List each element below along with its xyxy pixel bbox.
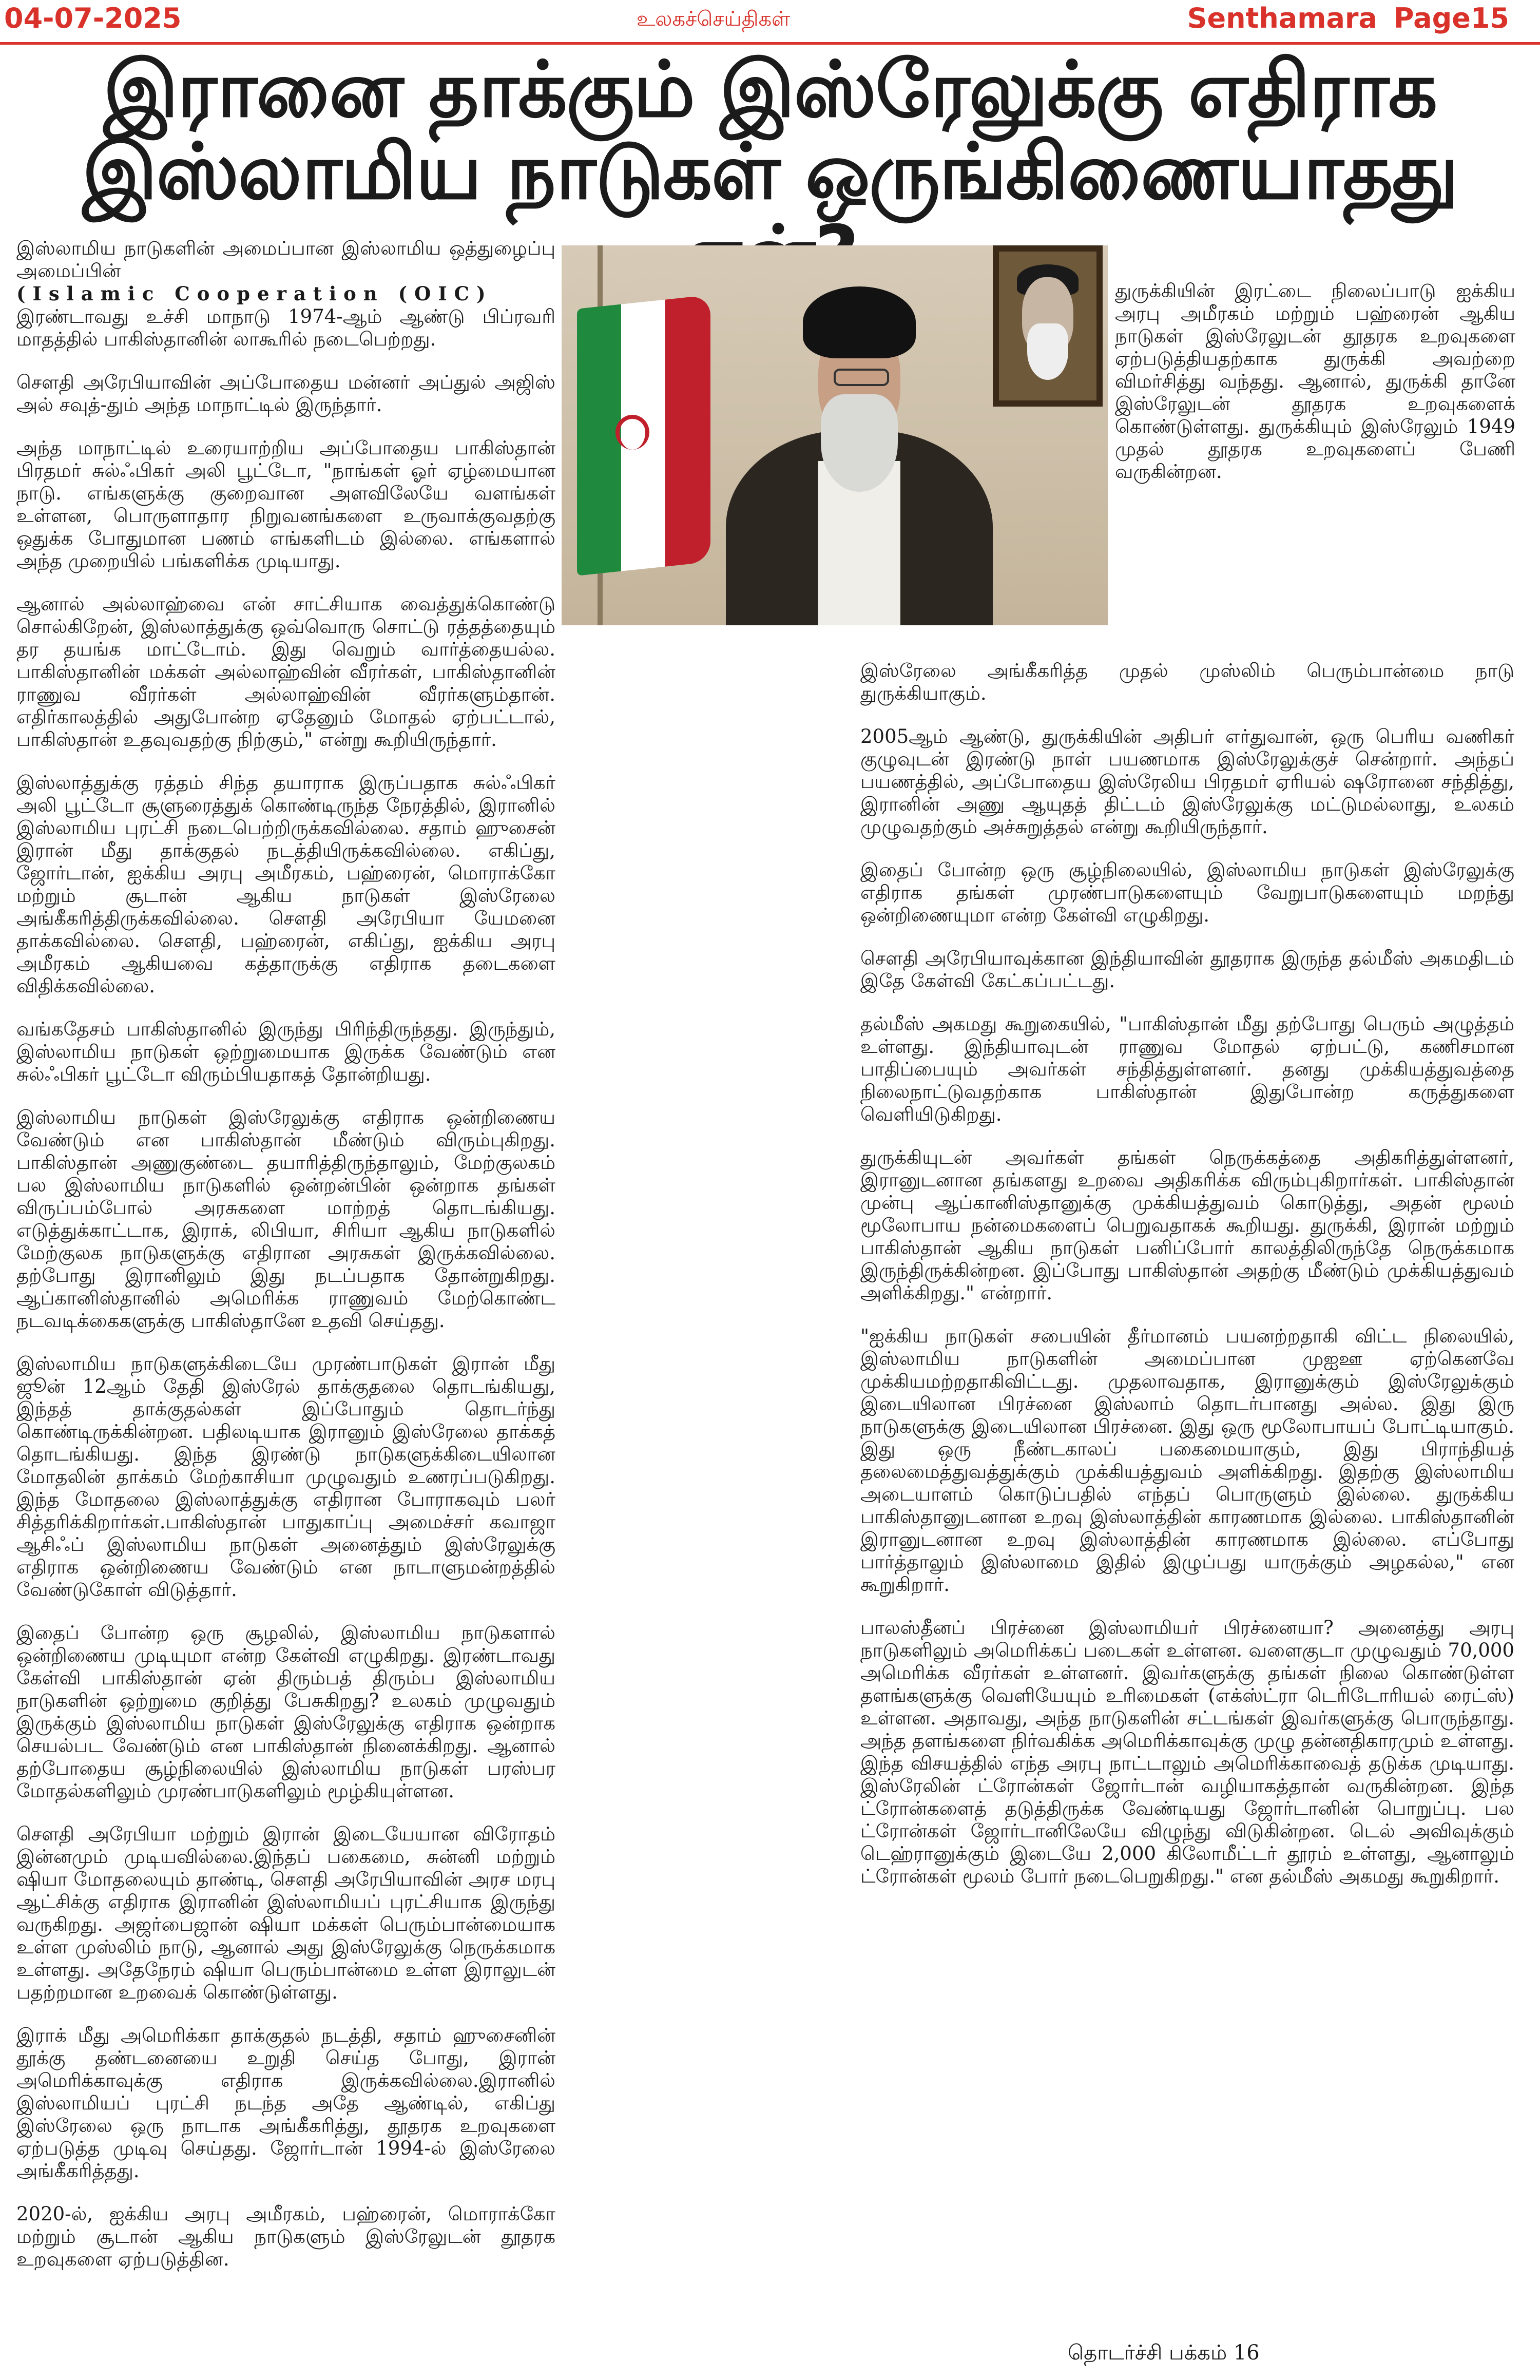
article-paragraph: இஸ்ரேலை அங்கீகரித்த முதல் முஸ்லிம் பெரும்பான்மை நாடு துருக்கியாகும். (860, 660, 1514, 704)
article-photo (562, 245, 1108, 625)
article-paragraph: துருக்கியுடன் அவர்கள் தங்கள் நெருக்கத்தை அதிகரித்துள்ளனர், இரானுடனான தங்களது உறவை அதிகரிக்க விரும்புகிறார்கள். பாகிஸ்தான் முன்பு ஆப்கானிஸ்தானுக்கு முக்கியத்துவம் கொடுத்து, அதன் மூலம் மூலோபாய நன்மைகளைப் பெறுவதாகக் கூறியது. துருக்கி, இரான் மற்றும் பாகிஸ்தான் ஆகிய நாடுகள் பனிப்போர் காலத்திலிருந்தே நெருக்கமாக இருந்திருக்கின்றன. இப்போது பாகிஸ்தான் அதற்கு மீண்டும் முக்கியத்துவம் அளிக்கிறது." என்றார். (860, 1146, 1514, 1304)
article-paragraph: இஸ்லாமிய நாடுகள் இஸ்ரேலுக்கு எதிராக ஒன்றிணைய வேண்டும் என பாகிஸ்தான் மீண்டும் விரும்புகிறது. பாகிஸ்தான் அணுகுண்டை தயாரித்திருந்தாலும், மேற்குலகம் பல இஸ்லாமிய நாடுகளில் ஒன்றன்பின் ஒன்றாக தங்கள் விருப்பம்போல் அரசுகளை மாற்றத் தொடங்கியது. எடுத்துக்காட்டாக, இராக், லிபியா, சிரியா ஆகிய நாடுகளில் மேற்குலக நாடுகளுக்கு எதிரான அரசுகள் இருக்கவில்லை. தற்போது இரானிலும் இது நடப்பதாக தோன்றுகிறது. ஆப்கானிஸ்தானில் அமெரிக்க ராணுவம் மேற்கொண்ட நடவடிக்கைகளுக்கு பாகிஸ்தானே உதவி செய்தது. (16, 1106, 555, 1332)
emblem-icon (615, 415, 649, 450)
oic-label: (Islamic Cooperation (OIC) (16, 282, 493, 305)
continued-note: தொடர்ச்சி பக்கம் 16 (1068, 2341, 1260, 2365)
article-paragraph: சௌதி அரேபியா மற்றும் இரான் இடையேயான விரோதம் இன்னமும் முடியவில்லை.இந்தப் பகைமை, சுன்னி மற்றும் ஷியா மோதலையும் தாண்டி, சௌதி அரேபியாவின் அரச மரபு ஆட்சிக்கு எதிராக இரானின் இஸ்லாமியப் புரட்சியாக இருந்து வருகிறது. அஜர்பைஜான் ஷியா மக்கள் பெரும்பான்மையாக உள்ள முஸ்லிம் நாடு, ஆனால் அது இஸ்ரேலுக்கு நெருக்கமாக உள்ளது. அதேநேரம் ஷியா பெரும்பான்மை உள்ள இராலுடன் பதற்றமான உறவைக் கொண்டுள்ளது. (16, 1823, 555, 2003)
article-paragraph: ஆனால் அல்லாஹ்வை என் சாட்சியாக வைத்துக்கொண்டு சொல்கிறேன், இஸ்லாத்துக்கு ஒவ்வொரு சொட்டு ரத்தத்தையும் தர தயங்க மாட்டோம். இது வெறும் வார்த்தையல்ல. பாகிஸ்தானின் மக்கள் அல்லாஹ்வின் வீரர்கள், பாகிஸ்தானின் ராணுவ வீரர்கள் அல்லாஹ்வின் வீரர்களும்தான். எதிர்காலத்தில் அதுபோன்ற ஏதேனும் மோதல் ஏற்பட்டால், பாகிஸ்தான் உதவுவதற்கு நிற்கும்," என்று கூறியிருந்தார். (16, 593, 555, 751)
masthead (0, 0, 1540, 41)
page-number: Page15 (1394, 2, 1509, 34)
article-column-right-top (1115, 280, 1515, 483)
glasses-icon (834, 369, 889, 386)
article-paragraph: இதைப் போன்ற ஒரு சூழ்நிலையில், இஸ்லாமிய நாடுகள் இஸ்ரேலுக்கு எதிராக தங்கள் முரண்பாடுகளையும் வேறுபாடுகளையும் மறந்து ஒன்றிணையுமா என்ற கேள்வி எழுகிறது. (860, 859, 1514, 926)
masthead-divider (0, 42, 1540, 45)
article-paragraph: பாலஸ்தீனப் பிரச்னை இஸ்லாமியர் பிரச்னையா? அனைத்து அரபு நாடுகளிலும் அமெரிக்கப் படைகள் உள்ளன. வளைகுடா முழுவதும் 70,000 அமெரிக்க வீரர்கள் உள்ளனர். இவர்களுக்கு தங்கள் நிலை கொண்டுள்ள தளங்களுக்கு வெளியேயும் உரிமைகள் (எக்ஸ்ட்ரா டெரிடோரியல் ரைட்ஸ்) உள்ளன. அதாவது, அந்த நாடுகளின் சட்டங்கள் இவர்களுக்கு பொருந்தாது. அந்த தளங்களை நிர்வகிக்க அமெரிக்காவுக்கு முழு தன்னதிகாரமும் உள்ளது. இந்த விசயத்தில் எந்த அரபு நாட்டாலும் அமெரிக்காவைத் தடுக்க முடியாது. இஸ்ரேலின் ட்ரோன்கள் ஜோர்டான் வழியாகத்தான் வருகின்றன. இந்த ட்ரோன்களைத் தடுத்திருக்க வேண்டியது ஜோர்டானின் பொறுப்பு. பல ட்ரோன்கள் ஜோர்டானிலேயே விழுந்து விடுகின்றன. டெல் அவிவுக்கும் டெஹ்ரானுக்கும் இடையே 2,000 கிலோமீட்டர் தூரம் உள்ளது, ஆனாலும் ட்ரோன்கள் மூலம் போர் நடைபெறுகிறது." என தல்மீஸ் அகமது கூறுகிறார். (860, 1617, 1514, 1887)
article-paragraph: சௌதி அரேபியாவுக்கான இந்தியாவின் தூதராக இருந்த தல்மீஸ் அகமதிடம் இதே கேள்வி கேட்கப்பட்டது. (860, 947, 1514, 992)
article-paragraph: தல்மீஸ் அகமது கூறுகையில், "பாகிஸ்தான் மீது தற்போது பெரும் அழுத்தம் உள்ளது. இந்தியாவுடன் ராணுவ மோதல் ஏற்பட்டு, கணிசமான பாதிப்பையும் அவர்கள் சந்தித்துள்ளனர். தனது முக்கியத்துவத்தை நிலைநாட்டுவதற்காக பாகிஸ்தான் இதுபோன்ற கருத்துகளை வெளியிடுகிறது. (860, 1013, 1514, 1125)
article-paragraph: வங்கதேசம் பாகிஸ்தானில் இருந்து பிரிந்திருந்தது. இருந்தும், இஸ்லாமிய நாடுகள் ஒற்றுமையாக இருக்க வேண்டும் என சுல்ஃபிகர் பூட்டோ விரும்பியதாகத் தோன்றியது. (16, 1018, 555, 1085)
paper-name: Senthamara (1187, 2, 1377, 34)
portrait-frame-icon (993, 245, 1103, 407)
article-paragraph: இராக் மீது அமெரிக்கா தாக்குதல் நடத்தி, சதாம் ஹுசைனின் தூக்கு தண்டனையை உறுதி செய்த போது, இரான் அமெரிக்காவுக்கு எதிராக இருக்கவில்லை.இரானில் இஸ்லாமியப் புரட்சி நடந்த அதே ஆண்டில், எகிப்து இஸ்ரேலை ஒரு நாடாக அங்கீகரித்து, தூதரக உறவுகளை ஏற்படுத்த முடிவு செய்தது. ஜோர்டான் 1994-ல் இஸ்ரேலை அங்கீகரித்தது. (16, 2024, 555, 2182)
article-paragraph: சௌதி அரேபியாவின் அப்போதைய மன்னர் அப்துல் அஜிஸ் அல் சவுத்-தும் அந்த மாநாட்டில் இருந்தார். (16, 371, 555, 416)
paper-page (1171, 2, 1509, 34)
article-column-right (860, 660, 1514, 1908)
article-paragraph: இதைப் போன்ற ஒரு சூழலில், இஸ்லாமிய நாடுகளால் ஒன்றிணைய முடியுமா என்ற கேள்வி எழுகிறது. இரண்டாவது கேள்வி பாகிஸ்தான் ஏன் திரும்பத் திரும்ப இஸ்லாமிய நாடுகளின் ஒற்றுமை குறித்து பேசுகிறது? உலகம் முழுவதும் இருக்கும் இஸ்லாமிய நாடுகள் இஸ்ரேலுக்கு எதிராக ஒன்றாக செயல்பட வேண்டும் என பாகிஸ்தான் நினைக்கிறது. ஆனால் தற்போதைய சூழ்நிலையில் இஸ்லாமிய நாடுகள் பரஸ்பர மோதல்களிலும் முரண்பாடுகளிலும் மூழ்கியுள்ளன. (16, 1622, 555, 1802)
figure-turban (803, 286, 916, 358)
article-paragraph: துருக்கியின் இரட்டை நிலைப்பாடு ஐக்கிய அரபு அமீரகம் மற்றும் பஹ்ரைன் ஆகிய நாடுகள் இஸ்ரேலுடன் தூதரக உறவுகளை ஏற்படுத்தியதற்காக துருக்கி அவற்றை விமர்சித்து வந்தது. ஆனால், துருக்கி தானே இஸ்ரேலுடன் தூதரக உறவுகளைக் கொண்டுள்ளது. துருக்கியும் இஸ்ரேலும் 1949 முதல் தூதரக உறவுகளைப் பேணி வருகின்றன. (1115, 280, 1515, 483)
article-paragraph: 2005ஆம் ஆண்டு, துருக்கியின் அதிபர் எர்துவான், ஒரு பெரிய வணிகர் குழுவுடன் இரண்டு நாள் பயணமாக இஸ்ரேலுக்குச் சென்றார். அந்தப் பயணத்தில், அப்போதைய இஸ்ரேலிய பிரதமர் ஏரியல் ஷரோனை சந்தித்து, இரானின் அணு ஆயுதத் திட்டம் இஸ்ரேலுக்கு மட்டுமல்லாது, உலகம் முழுவதற்கும் அச்சுறுத்தல் என்று கூறியிருந்தார். (860, 725, 1514, 838)
article-paragraph: 2020-ல், ஐக்கிய அரபு அமீரகம், பஹ்ரைன், மொராக்கோ மற்றும் சூடான் ஆகிய நாடுகளும் இஸ்ரேலுடன் தூதரக உறவுகளை ஏற்படுத்தின. (16, 2203, 555, 2270)
article-column-left (16, 237, 555, 2291)
headline-line-2: இஸ்லாமிய நாடுகள் ஒருங்கிணையாதது (82, 127, 1458, 217)
article-paragraph: இஸ்லாமிய நாடுகளுக்கிடையே முரண்பாடுகள் இரான் மீது ஜூன் 12ஆம் தேதி இஸ்ரேல் தாக்குதலை தொடங்கியது, இந்தத் தாக்குதல்கள் இப்போதும் தொடர்ந்து கொண்டிருக்கின்றன. பதிலடியாக இரானும் இஸ்ரேலை தாக்கத் தொடங்கியது. இந்த இரண்டு நாடுகளுக்கிடையிலான மோதலின் தாக்கம் மேற்காசியா முழுவதும் உணரப்படுகிறது. இந்த மோதலை இஸ்லாத்துக்கு எதிரான போராகவும் பலர் சித்தரிக்கிறார்கள்.பாகிஸ்தான் பாதுகாப்பு அமைச்சர் கவாஜா ஆசிஃப் இஸ்லாமிய நாடுகள் அனைத்தும் இஸ்ரேலுக்கு எதிராக ஒன்றிணைய வேண்டும் என நாடாளுமன்றத்தில் வேண்டுகோள் விடுத்தார். (16, 1353, 555, 1601)
article-paragraph: "ஐக்கிய நாடுகள் சபையின் தீர்மானம் பயனற்றதாகி விட்ட நிலையில், இஸ்லாமிய நாடுகளின் அமைப்பான முஐஊ ஏற்கெனவே முக்கியமற்றதாகிவிட்டது. முதலாவதாக, இரானுக்கும் இஸ்ரேலுக்கும் இடையிலான பிரச்னை இஸ்லாம் தொடர்பானது அல்ல. இது இரு நாடுகளுக்கு இடையிலான பிரச்னை. இது ஒரு மூலோபாயப் போட்டியாகும். இது ஒரு நீண்டகாலப் பகைமையாகும், இது பிராந்தியத் தலைமைத்துவத்துக்கும் முக்கியத்துவம் அளிக்கிறது. இதற்கு இஸ்லாமிய அடையாளம் கொடுப்பதில் எந்தப் பொருளும் இல்லை. துருக்கிய பாகிஸ்தானுடனான உறவு இஸ்லாத்தின் காரணமாக இல்லை. பாகிஸ்தானின் இரானுடனான உறவு இஸ்லாத்தின் காரணமாக இல்லை. எப்போது பார்த்தாலும் இஸ்லாமை இதில் இழுப்பது யாருக்கும் அழகல்ல," என கூறுகிறார். (860, 1325, 1514, 1596)
issue-date: 04-07-2025 (4, 2, 182, 34)
headline-line-1: இரானை தாக்கும் இஸ்ரேலுக்கு எதிராக (103, 45, 1437, 135)
article-paragraph: இஸ்லாமிய நாடுகளின் அமைப்பான இஸ்லாமிய ஒத்துழைப்பு அமைப்பின் (Islamic Cooperation (OIC) இரண்டாவது உச்சி மாநாடு 1974-ஆம் ஆண்டு பிப்ரவரி மாதத்தில் பாகிஸ்தானின் லாகூரில் நடைபெற்றது. (16, 237, 555, 350)
article-paragraph: அந்த மாநாட்டில் உரையாற்றிய அப்போதைய பாகிஸ்தான் பிரதமர் சுல்ஃபிகர் அலி பூட்டோ, "நாங்கள் ஓர் ஏழ்மையான நாடு. எங்களுக்கு குறைவான அளவிலேயே வளங்கள் உள்ளன, பொருளாதார நிறுவனங்களை உருவாக்குவதற்கு ஒதுக்க போதுமான பணம் எங்களிடம் இல்லை. எங்களால் அந்த முறையில் பங்களிக்க முடியாது. (16, 437, 555, 572)
article-paragraph: இஸ்லாத்துக்கு ரத்தம் சிந்த தயாராக இருப்பதாக சுல்ஃபிகர் அலி பூட்டோ சூளுரைத்துக் கொண்டிருந்த நேரத்தில், இரானில் இஸ்லாமிய புரட்சி நடைபெற்றிருக்கவில்லை. சதாம் ஹுசைன் இரான் மீது தாக்குதல் நடத்தியிருக்கவில்லை. எகிப்து, ஜோர்டான், ஐக்கிய அரபு அமீரகம், பஹ்ரைன், மொராக்கோ மற்றும் சூடான் ஆகிய நாடுகள் இஸ்ரேலை அங்கீகரித்திருக்கவில்லை. சௌதி அரேபியா யேமனை தாக்கவில்லை. சௌதி, பஹ்ரைன், எகிப்து, ஐக்கிய அரபு அமீரகம் ஆகியவை கத்தாருக்கு எதிராக தடைகளை விதிக்கவில்லை. (16, 772, 555, 997)
section-name: உலகச்செய்திகள் (637, 7, 791, 31)
